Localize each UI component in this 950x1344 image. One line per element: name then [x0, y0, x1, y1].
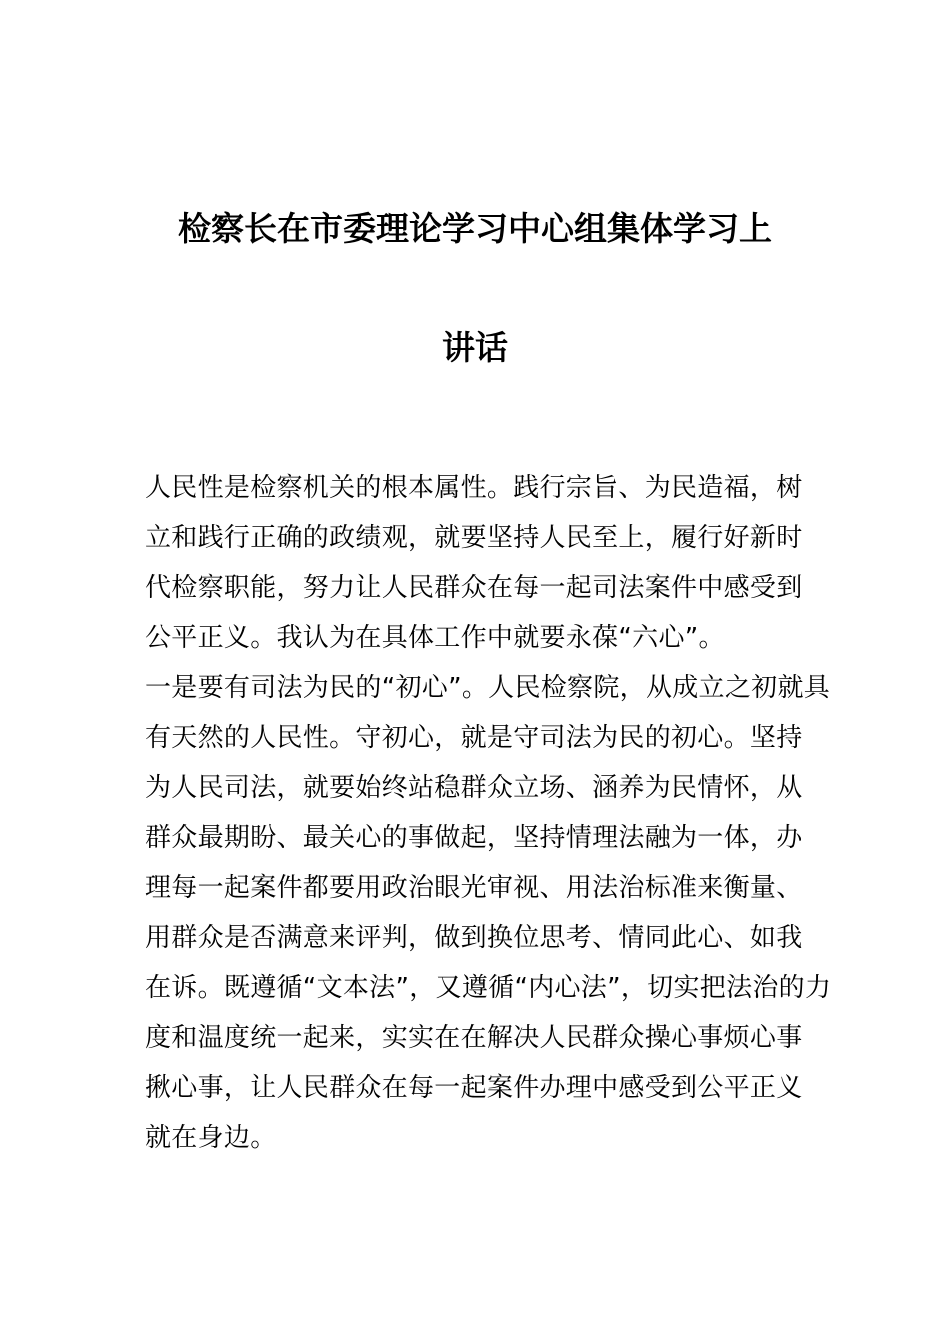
body-line: 代检察职能，努力让人民群众在每一起司法案件中感受到 — [145, 573, 803, 603]
body-line: 有天然的人民性。守初心，就是守司法为民的初心。坚持 — [145, 723, 803, 753]
body-line: 立和践行正确的政绩观，就要坚持人民至上，履行好新时 — [145, 523, 803, 553]
body-line: 为人民司法，就要始终站稳群众立场、涵养为民情怀，从 — [145, 773, 803, 803]
document-title-line-1: 检察长在市委理论学习中心组集体学习上 — [178, 209, 772, 248]
body-line: 理每一起案件都要用政治眼光审视、用法治标准来衡量、 — [145, 873, 803, 903]
body-line: 群众最期盼、最关心的事做起，坚持情理法融为一体，办 — [145, 823, 803, 853]
body-line: 公平正义。我认为在具体工作中就要永葆“六心”。 — [145, 623, 725, 653]
document-title-line-2: 讲话 — [442, 328, 508, 367]
body-line: 用群众是否满意来评判，做到换位思考、情同此心、如我 — [145, 923, 803, 953]
body-line: 揪心事，让人民群众在每一起案件办理中感受到公平正义 — [145, 1073, 803, 1103]
body-line: 度和温度统一起来，实实在在解决人民群众操心事烦心事 — [145, 1023, 803, 1053]
body-line: 就在身边。 — [145, 1123, 277, 1153]
body-line: 人民性是检察机关的根本属性。践行宗旨、为民造福，树 — [145, 473, 803, 503]
body-line: 一是要有司法为民的“初心”。人民检察院，从成立之初就具 — [145, 673, 831, 703]
body-line: 在诉。既遵循“文本法”，又遵循“内心法”，切实把法治的力 — [145, 973, 832, 1003]
